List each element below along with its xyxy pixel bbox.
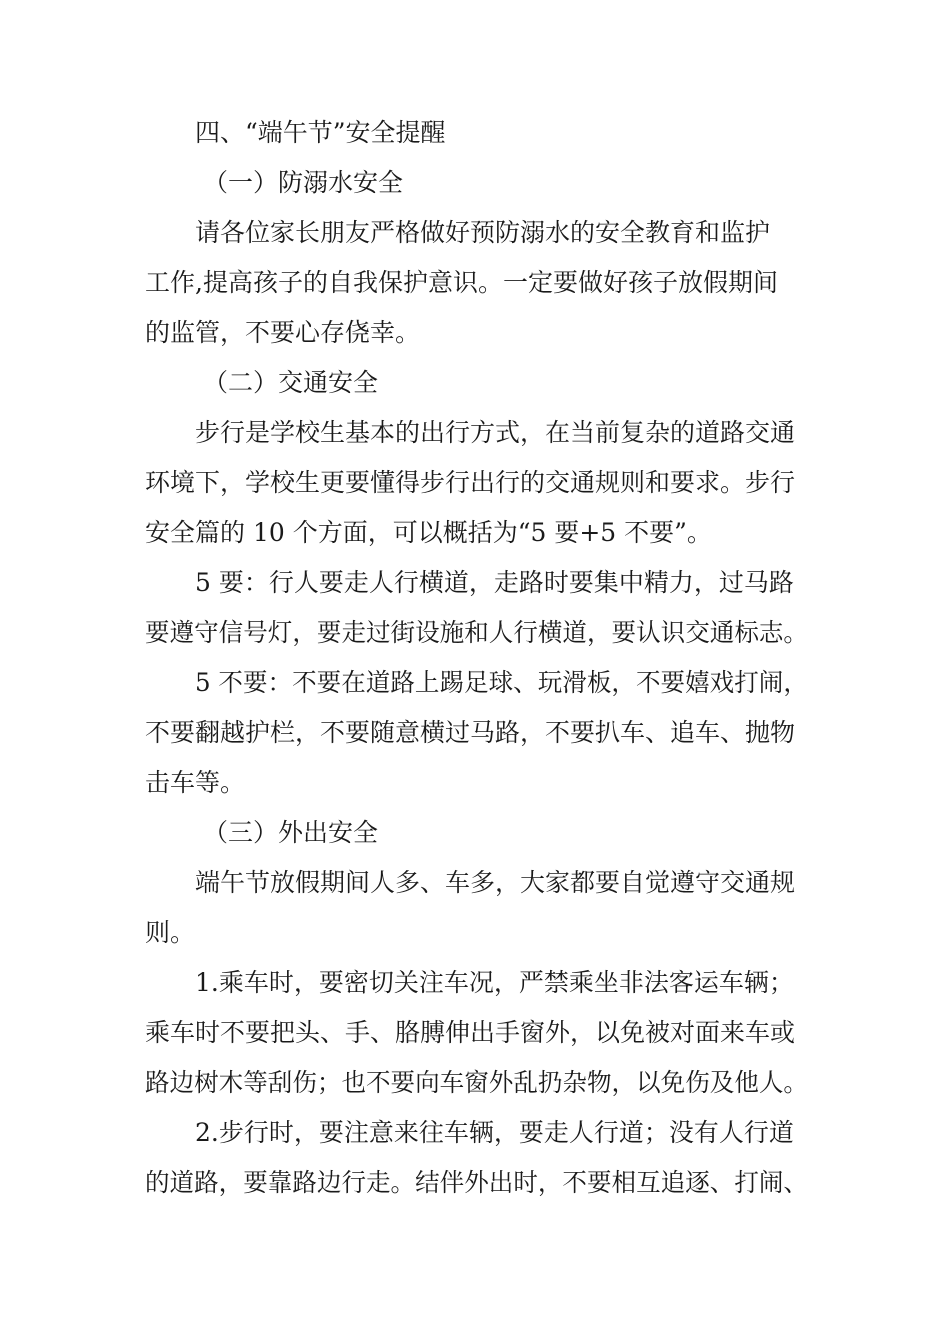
- paragraph-line: 5 要：行人要走人行横道，走路时要集中精力，过马路: [195, 568, 794, 597]
- paragraph-line: 环境下，学校生更要懂得步行出行的交通规则和要求。步行: [145, 468, 796, 497]
- paragraph-line: 步行是学校生基本的出行方式，在当前复杂的道路交通: [195, 418, 796, 447]
- list-item-line: 乘车时不要把头、手、胳膊伸出手窗外，以免被对面来车或: [145, 1018, 796, 1047]
- paragraph-line: 端午节放假期间人多、车多，大家都要自觉遵守交通规: [195, 868, 796, 897]
- paragraph-line: 的监管，不要心存侥幸。: [145, 318, 421, 347]
- subheading-traffic-safety: （二）交通安全: [203, 368, 379, 397]
- paragraph-line: 请各位家长朋友严格做好预防溺水的安全教育和监护: [195, 218, 771, 247]
- paragraph-line: 要遵守信号灯，要走过街设施和人行横道，要认识交通标志。: [145, 618, 809, 647]
- paragraph-line: 5 不要：不要在道路上踢足球、玩滑板，不要嬉戏打闹，: [195, 668, 808, 697]
- list-item-line: 路边树木等刮伤；也不要向车窗外乱扔杂物，以免伤及他人。: [145, 1068, 809, 1097]
- subheading-drowning-safety: （一）防溺水安全: [203, 168, 404, 197]
- section-heading: 四、“端午节”安全提醒: [195, 118, 446, 147]
- paragraph-line: 不要翻越护栏，不要随意横过马路，不要扒车、追车、抛物: [145, 718, 796, 747]
- list-item-line: 2.步行时，要注意来往车辆，要走人行道；没有人行道: [195, 1118, 794, 1147]
- list-item-line: 1.乘车时，要密切关注车况，严禁乘坐非法客运车辆；: [195, 968, 794, 997]
- subheading-outing-safety: （三）外出安全: [203, 818, 379, 847]
- list-item-line: 的道路，要靠路边行走。结伴外出时，不要相互追逐、打闹、: [145, 1168, 809, 1197]
- paragraph-line: 则。: [145, 918, 196, 947]
- paragraph-line: 工作,提高孩子的自我保护意识。一定要做好孩子放假期间: [145, 268, 778, 297]
- paragraph-line: 安全篇的 10 个方面，可以概括为“5 要+5 不要”。: [145, 518, 712, 547]
- paragraph-line: 击车等。: [145, 768, 246, 797]
